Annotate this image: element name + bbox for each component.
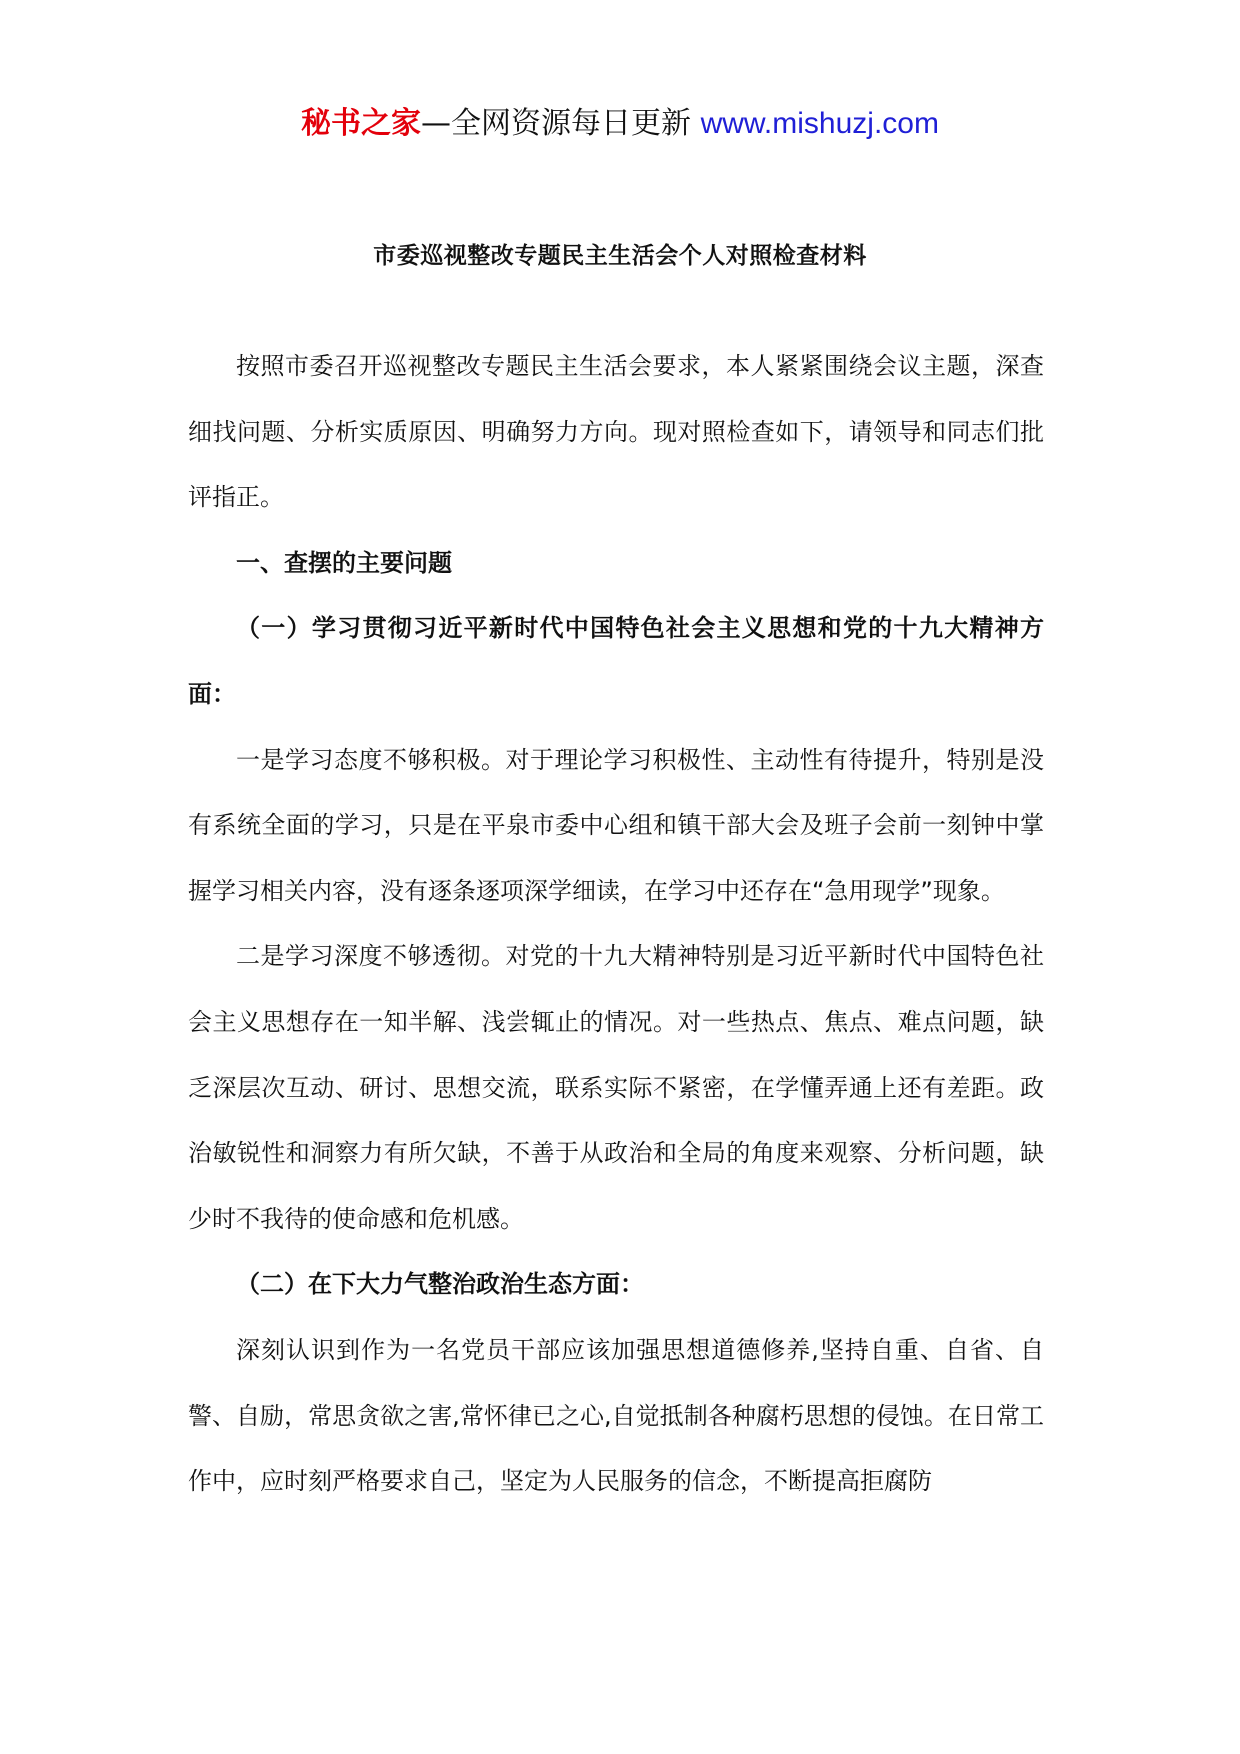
intro-paragraph: 按照市委召开巡视整改专题民主生活会要求，本人紧紧围绕会议主题，深查细找问题、分析实质原因、明确努力方向。现对照检查如下，请领导和同志们批评指正。 (188, 352, 1044, 512)
study-attitude-paragraph: 一是学习态度不够积极。对于理论学习积极性、主动性有待提升，特别是没有系统全面的学习，只是在平泉市委中心组和镇干部大会及班子会前一刻钟中掌握学习相关内容，没有逐条逐项深学细读，在学习中还存在“急用现学”现象。 (188, 745, 1044, 905)
section-heading-problems: 一、查摆的主要问题 (236, 548, 452, 577)
subsection-heading-political-ecology: （二）在下大力气整治政治生态方面： (236, 1270, 644, 1299)
site-header (0, 104, 1240, 144)
study-depth-paragraph: 二是学习深度不够透彻。对党的十九大精神特别是习近平新时代中国特色社会主义思想存在一知半解、浅尝辄止的情况。对一些热点、焦点、难点问题，缺乏深层次互动、研讨、思想交流，联系实际不紧密，在学懂弄通上还有差距。政治敏锐性和洞察力有所欠缺，不善于从政治和全局的角度来观察、分析问题，缺少时不我待的使命感和危机感。 (188, 942, 1044, 1233)
political-ecology-paragraph: 深刻认识到作为一名党员干部应该加强思想道德修养,坚持自重、自省、自警、自励，常思贪欲之害,常怀律已之心,自觉抵制各种腐朽思想的侵蚀。在日常工作中，应时刻严格要求自己，坚定为人民服务的信念，不断提高拒腐防 (188, 1335, 1044, 1496)
document-title: 市委巡视整改专题民主生活会个人对照检查材料 (373, 243, 867, 269)
site-url-link[interactable]: www.mishuzj.com (700, 107, 939, 140)
document-body (188, 334, 1044, 1515)
site-brand: 秘书之家 (301, 106, 422, 141)
subsection-heading-study: （一）学习贯彻习近平新时代中国特色社会主义思想和党的十九大精神方面： (188, 614, 1044, 708)
site-tagline: —全网资源每日更新 (421, 106, 701, 141)
